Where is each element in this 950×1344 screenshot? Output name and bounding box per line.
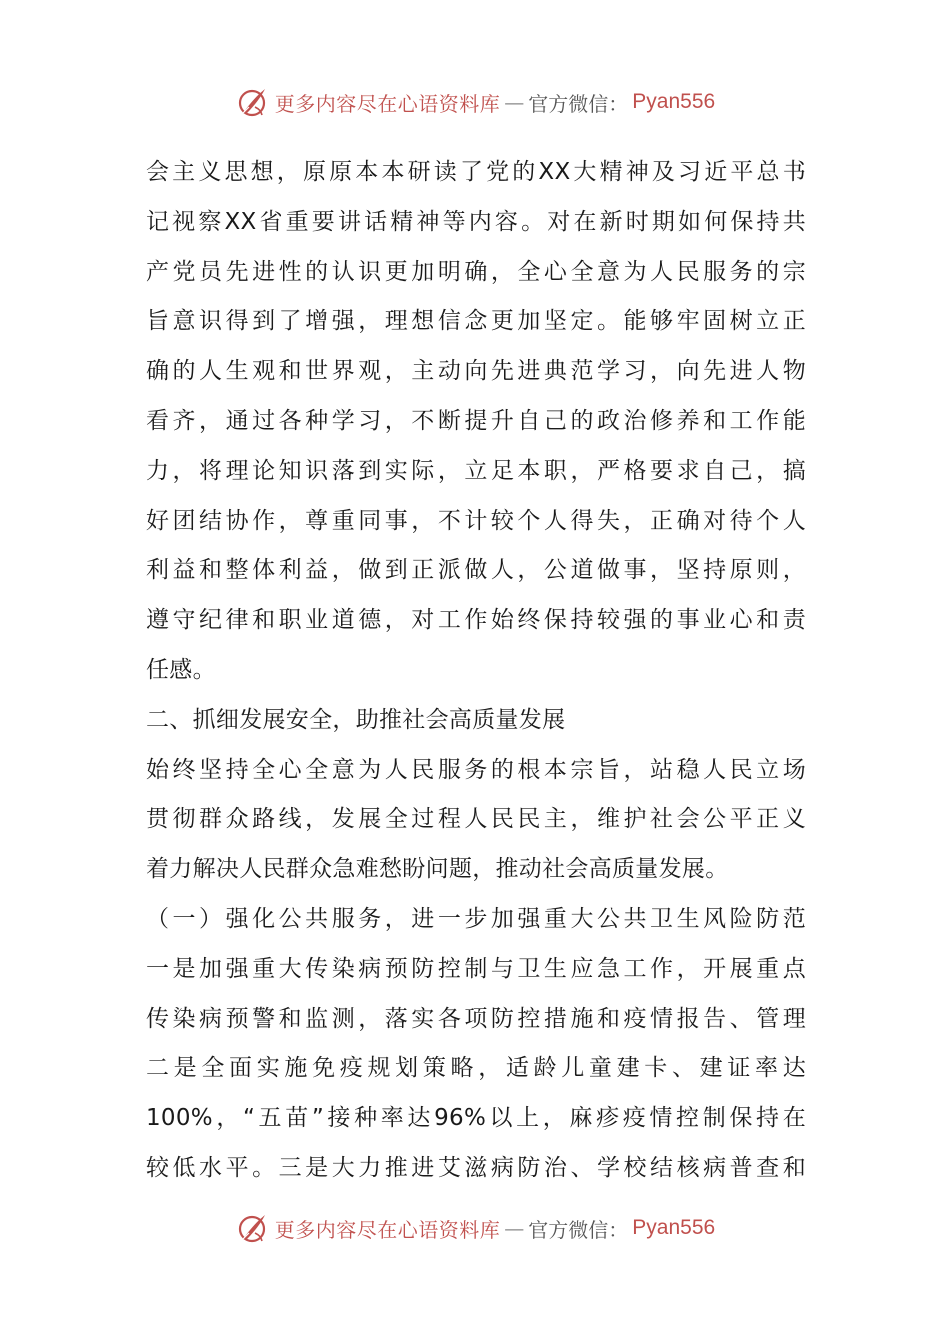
banner-dash: — (504, 1216, 525, 1240)
body-text-line: 利益和整体利益，做到正派做人，公道做事，坚持原则， (146, 557, 806, 584)
body-text-line: 二是全面实施免疫规划策略，适龄儿童建卡、建证率达 (146, 1055, 806, 1082)
body-text-line: 一是加强重大传染病预防控制与卫生应急工作，开展重点 (146, 955, 806, 982)
banner-wechat-id: Pyan556 (632, 90, 716, 113)
body-text-line: 传染病预警和监测，落实各项防控措施和疫情报告、管理 (146, 1005, 806, 1032)
body-text-line: 着力解决人民群众急难愁盼问题，推动社会高质量发展。 (146, 856, 729, 883)
document-body (146, 148, 806, 1194)
footer-banner (0, 1208, 950, 1248)
header-banner (0, 82, 950, 122)
banner-brand-text: 更多内容尽在心语资料库 (274, 91, 501, 116)
body-text-line: 始终坚持全心全意为人民服务的根本宗旨，站稳人民立场 (146, 756, 806, 783)
body-text-line: 贯彻群众路线，发展全过程人民民主，维护社会公平正义 (146, 806, 806, 833)
banner-dash: — (504, 90, 525, 114)
body-text-line: 看齐，通过各种学习，不断提升自己的政治修养和工作能 (146, 407, 806, 434)
body-text-line: 旨意识得到了增强，理想信念更加坚定。能够牢固树立正 (146, 308, 806, 335)
body-text-line: 遵守纪律和职业道德，对工作始终保持较强的事业心和责 (146, 607, 806, 634)
banner-brand-text: 更多内容尽在心语资料库 (274, 1217, 501, 1242)
quill-pen-logo-icon (235, 1211, 269, 1245)
banner-wechat-id: Pyan556 (632, 1216, 716, 1239)
quill-pen-logo-icon (235, 85, 269, 119)
body-text-line: （一）强化公共服务，进一步加强重大公共卫生风险防范 (146, 905, 806, 932)
banner-official-label: 官方微信： (528, 91, 629, 116)
body-text-line: 力，将理论知识落到实际，立足本职，严格要求自己，搞 (146, 457, 806, 484)
body-text-line: 记视察XX省重要讲话精神等内容。对在新时期如何保持共 (146, 208, 806, 235)
body-text-line: 任感。 (146, 656, 216, 683)
body-text-line: 较低水平。三是大力推进艾滋病防治、学校结核病普查和 (146, 1154, 806, 1181)
body-text-line: 确的人生观和世界观，主动向先进典范学习，向先进人物 (146, 358, 806, 385)
banner-official-label: 官方微信： (528, 1217, 629, 1242)
body-text-line: 二、抓细发展安全，助推社会高质量发展 (146, 706, 566, 733)
body-text-line: 好团结协作，尊重同事，不计较个人得失，正确对待个人 (146, 507, 806, 534)
body-text-line: 产党员先进性的认识更加明确，全心全意为人民服务的宗 (146, 258, 806, 285)
body-text-line: 会主义思想，原原本本研读了党的XX大精神及习近平总书 (146, 159, 806, 185)
body-text-line: 100%，“五苗”接种率达96%以上，麻疹疫情控制保持在 (146, 1105, 806, 1132)
